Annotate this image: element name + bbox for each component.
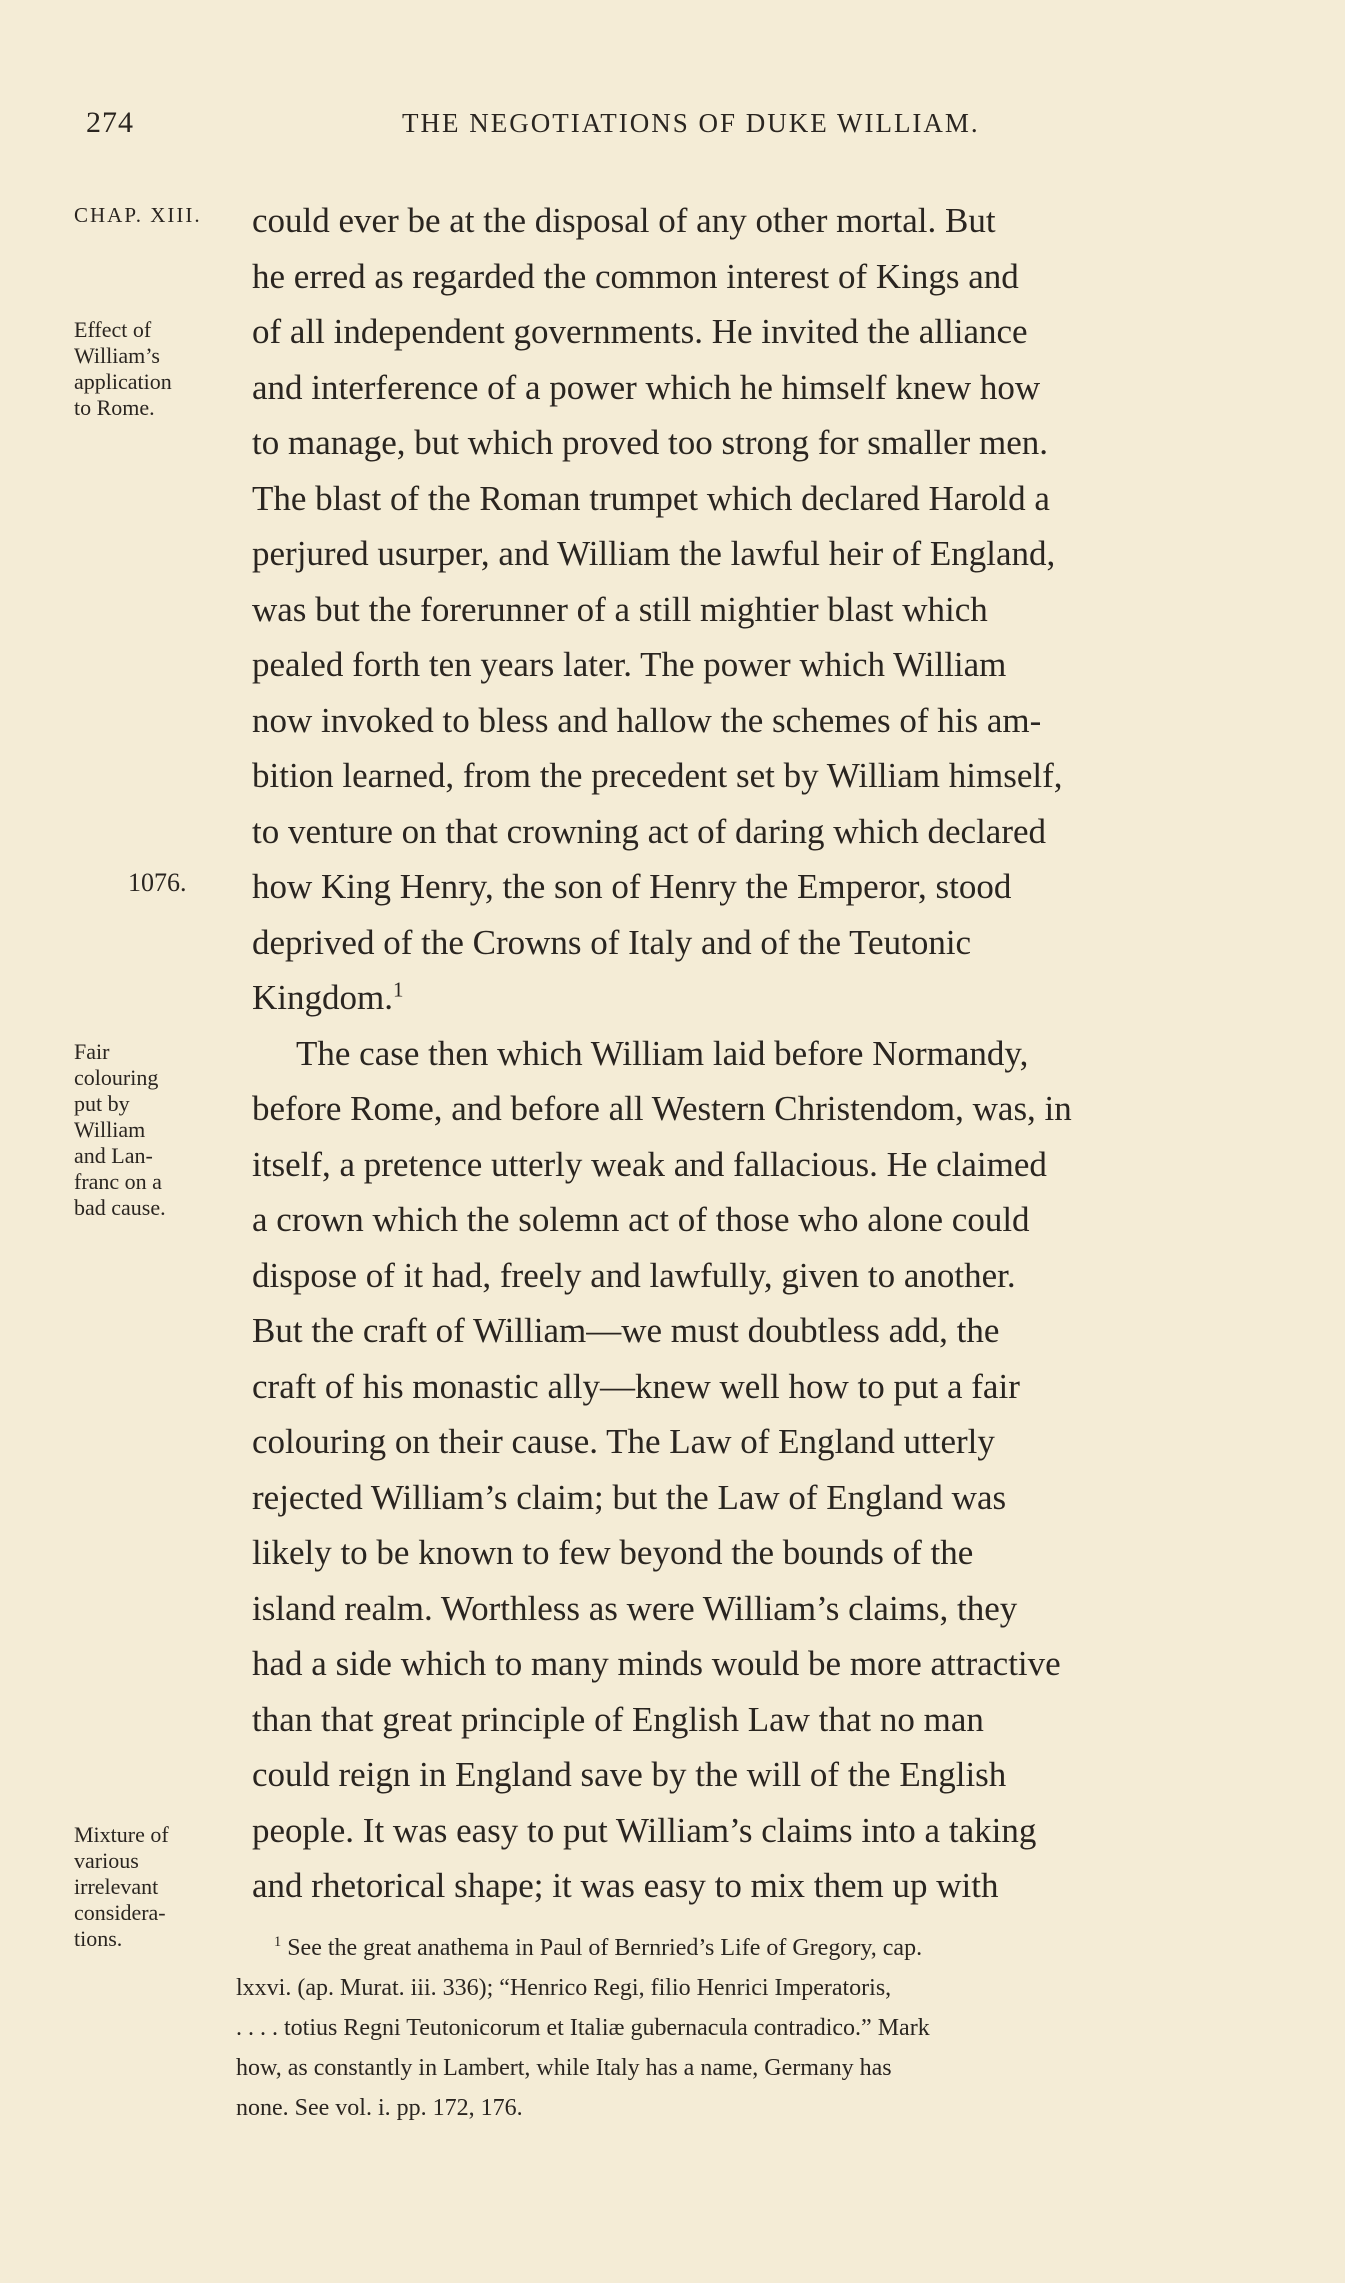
text-line: perjured usurper, and William the lawful heir of England, <box>252 534 1056 573</box>
text-line: and interference of a power which he himself knew how <box>252 367 1041 407</box>
page-number: 274 <box>86 106 134 139</box>
footnote-line: lxxvi. (ap. Murat. iii. 336); “Henrico Regi, filio Henrici Imperatoris, <box>236 1975 892 2001</box>
running-title: THE NEGOTIATIONS OF DUKE WILLIAM. <box>402 108 980 138</box>
page-header <box>86 106 1306 156</box>
text-line: could ever be at the disposal of any other mortal. But <box>252 201 996 240</box>
text-line: Kingdom. <box>252 978 393 1017</box>
text-line: The blast of the Roman trumpet which declared Harold a <box>252 478 1050 518</box>
footnote-text: See the great anathema in Paul of Bernried’s Life of Gregory, cap. <box>287 1935 923 1961</box>
text-line: to venture on that crowning act of daring which declared <box>252 811 1047 851</box>
body-text <box>252 193 1304 1914</box>
text-line: had a side which to many minds would be more attractive <box>252 1644 1061 1683</box>
text-line: colouring on their cause. The Law of England utterly <box>252 1422 995 1461</box>
footnote <box>236 1928 1306 2128</box>
text-line: of all independent governments. He invited the alliance <box>252 312 1028 351</box>
text-line: likely to be known to few beyond the bounds of the <box>252 1533 974 1572</box>
text-line: people. It was easy to put William’s claims into a taking <box>252 1810 1037 1850</box>
text-line: to manage, but which proved too strong for smaller men. <box>252 423 1049 462</box>
text-line: now invoked to bless and hallow the schemes of his am- <box>252 700 1042 740</box>
text-line: dispose of it had, freely and lawfully, given to another. <box>252 1255 1016 1295</box>
sidenote-mixture: Mixture of various irrelevant considera- tions. <box>74 1822 169 1951</box>
text-line: itself, a pretence utterly weak and fallacious. He claimed <box>252 1144 1047 1184</box>
text-line: before Rome, and before all Western Christendom, was, in <box>252 1089 1072 1128</box>
chapter-label: CHAP. XIII. <box>74 203 202 227</box>
footnote-line: none. See vol. i. pp. 172, 176. <box>236 2095 523 2121</box>
text-line: The case then which William laid before Normandy, <box>296 1033 1029 1073</box>
footnote-line: . . . . totius Regni Teutonicorum et Italiæ gubernacula contradico.” Mark <box>236 2015 930 2041</box>
footnote-line: how, as constantly in Lambert, while Italy has a name, Germany has <box>236 2055 892 2081</box>
text-line: craft of his monastic ally—knew well how to put a fair <box>252 1366 1020 1406</box>
text-line: could reign in England save by the will of the English <box>252 1755 1007 1794</box>
text-line: and rhetorical shape; it was easy to mix them up with <box>252 1866 999 1905</box>
text-line-with-note <box>252 970 1304 1026</box>
text-line: bition learned, from the precedent set by William himself, <box>252 756 1063 795</box>
text-line: rejected William’s claim; but the Law of England was <box>252 1477 1007 1517</box>
text-line: than that great principle of English Law that no man <box>252 1699 984 1739</box>
sidenote-fair-colouring: Fair colouring put by William and Lan- franc on a bad cause. <box>74 1039 166 1220</box>
text-line: island realm. Worthless as were William’s claims, they <box>252 1588 1018 1628</box>
footnote-reference[interactable]: 1 <box>392 977 404 1002</box>
text-line: deprived of the Crowns of Italy and of the Teutonic <box>252 922 972 962</box>
text-line: he erred as regarded the common interest of Kings and <box>252 256 1019 296</box>
text-line: how King Henry, the son of Henry the Emperor, stood <box>252 867 1012 906</box>
text-line: But the craft of William—we must doubtless add, the <box>252 1311 1000 1350</box>
year-note: 1076. <box>128 868 187 897</box>
footnote-line <box>236 1928 1306 1968</box>
footnote-marker: 1 <box>274 1934 282 1950</box>
text-line: was but the forerunner of a still mightier blast which <box>252 589 988 629</box>
text-line: a crown which the solemn act of those who alone could <box>252 1200 1030 1239</box>
sidenote-effect: Effect of William’s application to Rome. <box>74 317 172 420</box>
text-line: pealed forth ten years later. The power which William <box>252 645 1007 684</box>
